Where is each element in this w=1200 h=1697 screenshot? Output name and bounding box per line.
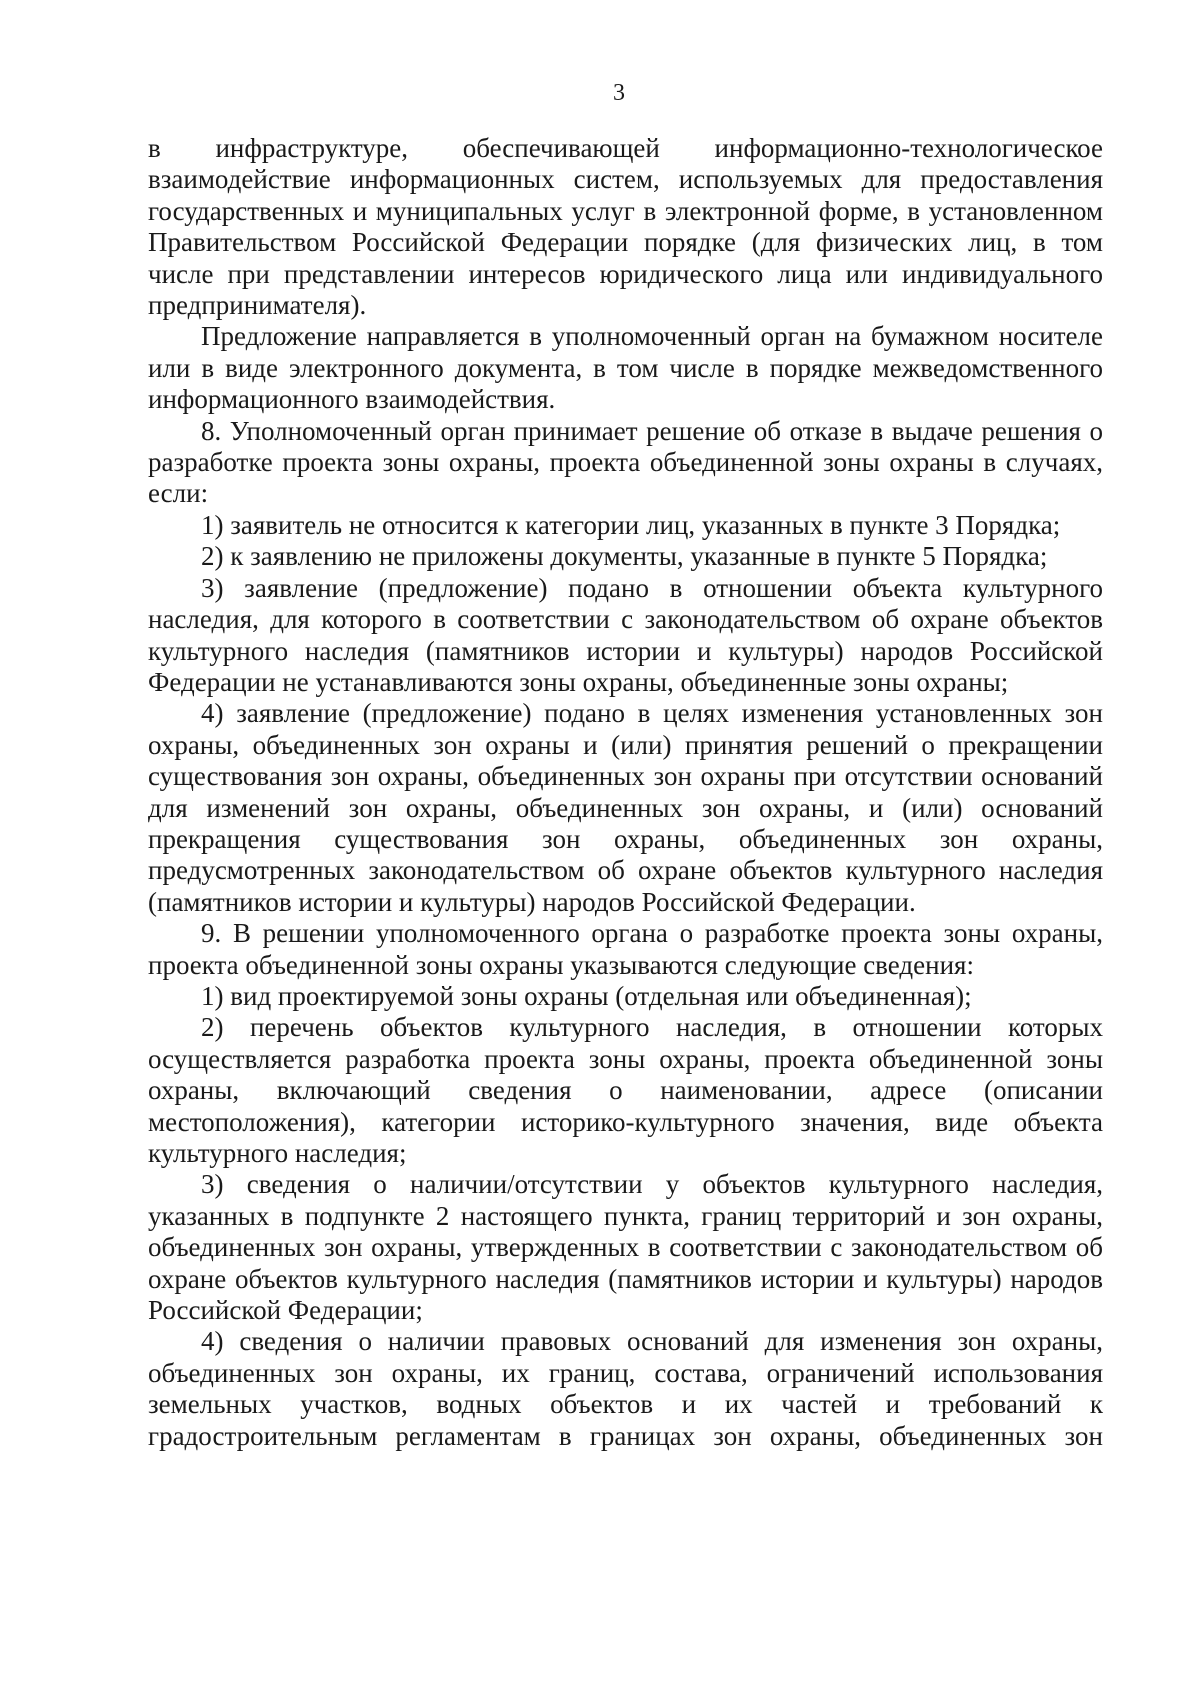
- paragraph-clause-9: 9. В решении уполномоченного органа о разработке проекта зоны охраны, проекта объединенной зоны охраны указываются следующие сведения:: [148, 918, 1103, 980]
- page-number: 3: [613, 80, 625, 106]
- list-item-9-4: 4) сведения о наличии правовых оснований для изменения зон охраны, объединенных зон охраны, их границ, состава, ограничений использования земельных участков, водных объектов и их частей и требований к градостроительным регламентам в границах зон охраны, объединенных зон: [148, 1326, 1103, 1451]
- document-body: [148, 133, 1103, 1452]
- paragraph-continuation: в инфраструктуре, обеспечивающей информационно-технологическое взаимодействие информационных систем, используемых для предоставления государственных и муниципальных услуг в электронной форме, в установленном Правительством Российской Федерации порядке (для физических лиц, в том числе при представлении интересов юридического лица или индивидуального предпринимателя).: [148, 133, 1103, 321]
- list-item-8-4: 4) заявление (предложение) подано в целях изменения установленных зон охраны, объединенных зон охраны и (или) принятия решений о прекращении существования зон охраны, объединенных зон охраны при отсутствии оснований для изменений зон охраны, объединенных зон охраны, и (или) оснований прекращения существования зон охраны, объединенных зон охраны, предусмотренных законодательством об охране объектов культурного наследия (памятников истории и культуры) народов Российской Федерации.: [148, 698, 1103, 917]
- list-item-9-2: 2) перечень объектов культурного наследия, в отношении которых осуществляется разработка проекта зоны охраны, проекта объединенной зоны охраны, включающий сведения о наименовании, адресе (описании местоположения), категории историко-культурного значения, виде объекта культурного наследия;: [148, 1012, 1103, 1168]
- list-item-9-1: 1) вид проектируемой зоны охраны (отдельная или объединенная);: [201, 980, 972, 1011]
- list-item-8-3: 3) заявление (предложение) подано в отношении объекта культурного наследия, для которого в соответствии с законодательством об охране объектов культурного наследия (памятников истории и культуры) народов Российской Федерации не устанавливаются зоны охраны, объединенные зоны охраны;: [148, 572, 1103, 697]
- list-item-8-1: 1) заявитель не относится к категории лиц, указанных в пункте 3 Порядка;: [201, 509, 1061, 540]
- list-item-8-2: 2) к заявлению не приложены документы, указанные в пункте 5 Порядка;: [201, 541, 1048, 572]
- list-item-9-3: 3) сведения о наличии/отсутствии у объектов культурного наследия, указанных в подпункте 2 настоящего пункта, границ территорий и зон охраны, объединенных зон охраны, утвержденных в соответствии с законодательством об охране объектов культурного наследия (памятников истории и культуры) народов Российской Федерации;: [148, 1169, 1103, 1326]
- paragraph-clause-8: 8. Уполномоченный орган принимает решение об отказе в выдаче решения о разработке проекта зоны охраны, проекта объединенной зоны охраны в случаях, если:: [148, 415, 1103, 509]
- paragraph-proposal-submission: Предложение направляется в уполномоченный орган на бумажном носителе или в виде электронного документа, в том числе в порядке межведомственного информационного взаимодействия.: [148, 321, 1103, 415]
